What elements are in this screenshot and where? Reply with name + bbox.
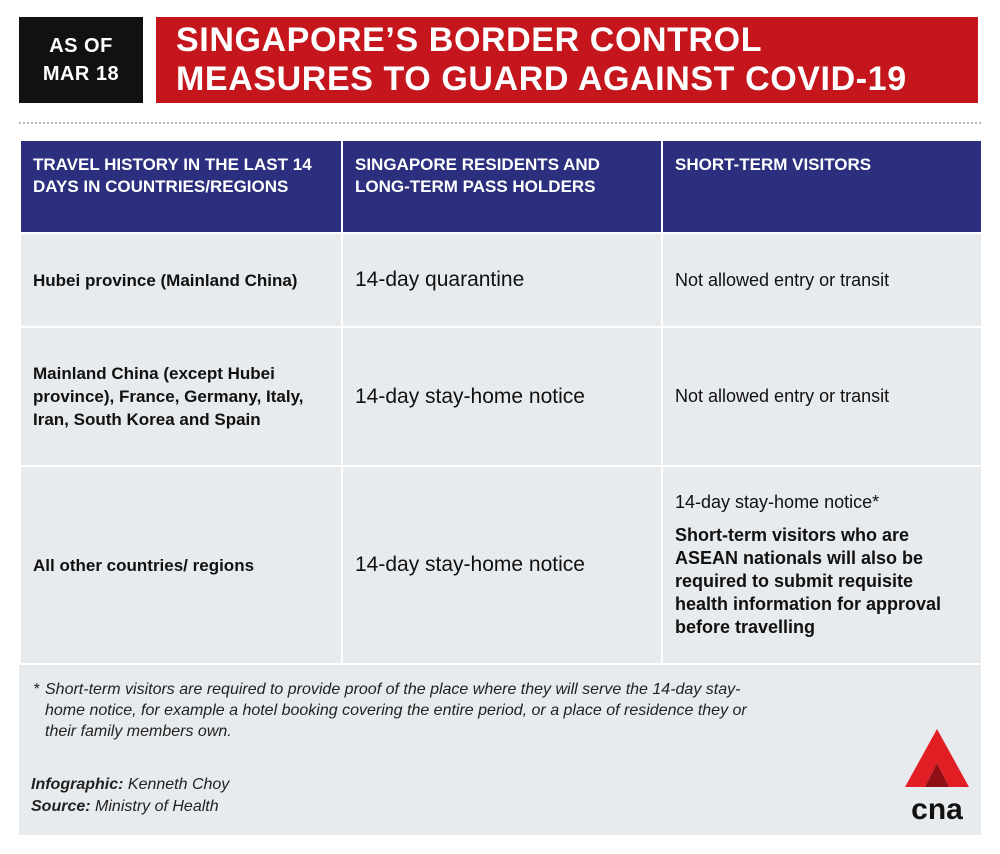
infographic-author: Kenneth Choy <box>127 776 230 793</box>
residents-cell: 14-day quarantine <box>342 233 662 327</box>
page-title <box>156 17 978 103</box>
table-row <box>20 327 982 466</box>
visitors-rule: 14-day stay-home notice* <box>675 492 880 512</box>
content-panel <box>19 139 981 835</box>
title-line-2: MEASURES TO GUARD AGAINST COVID-19 <box>176 60 907 98</box>
source-label: Source: <box>31 798 91 815</box>
source-name: Ministry of Health <box>95 798 219 815</box>
footnote <box>33 679 753 742</box>
infographic-label: Infographic: <box>31 776 124 793</box>
source-credit <box>31 796 229 818</box>
visitors-cell <box>662 466 982 664</box>
visitors-cell: Not allowed entry or transit <box>662 233 982 327</box>
column-header-residents: SINGAPORE RESIDENTS AND LONG-TERM PASS HOLDERS <box>342 140 662 233</box>
date-line-1: AS OF <box>49 35 113 57</box>
title-line-1: SINGAPORE’S BORDER CONTROL <box>176 21 763 59</box>
dotted-divider <box>19 122 981 124</box>
cna-logo <box>903 729 971 823</box>
footnote-text: Short-term visitors are required to provide proof of the place where they will serve the 14-day stay-home notice, for example a hotel booking covering the entire period, or a place of residence they or their family members own. <box>45 681 747 740</box>
footnote-marker: * <box>33 681 40 698</box>
residents-cell: 14-day stay-home notice <box>342 327 662 466</box>
column-header-visitors: SHORT-TERM VISITORS <box>662 140 982 233</box>
infographic-credit <box>31 774 229 796</box>
country-cell: Hubei province (Mainland China) <box>20 233 342 327</box>
date-line-2: MAR 18 <box>42 63 120 85</box>
residents-cell: 14-day stay-home notice <box>342 466 662 664</box>
cna-logo-text: cna <box>911 793 963 823</box>
column-header-travel-history: TRAVEL HISTORY IN THE LAST 14 DAYS IN COUNTRIES/REGIONS <box>20 140 342 233</box>
country-cell: Mainland China (except Hubei province), France, Germany, Italy, Iran, South Korea and Spain <box>20 327 342 466</box>
measures-table <box>19 139 983 665</box>
table-row <box>20 466 982 664</box>
visitors-cell: Not allowed entry or transit <box>662 327 982 466</box>
table-row <box>20 233 982 327</box>
date-badge <box>19 17 143 103</box>
credits <box>31 774 229 818</box>
table-header-row <box>20 140 982 233</box>
asean-note: Short-term visitors who are ASEAN nationals will also be required to submit requisite health information for approval before travelling <box>675 525 942 637</box>
country-cell: All other countries/ regions <box>20 466 342 664</box>
header <box>0 0 1000 120</box>
